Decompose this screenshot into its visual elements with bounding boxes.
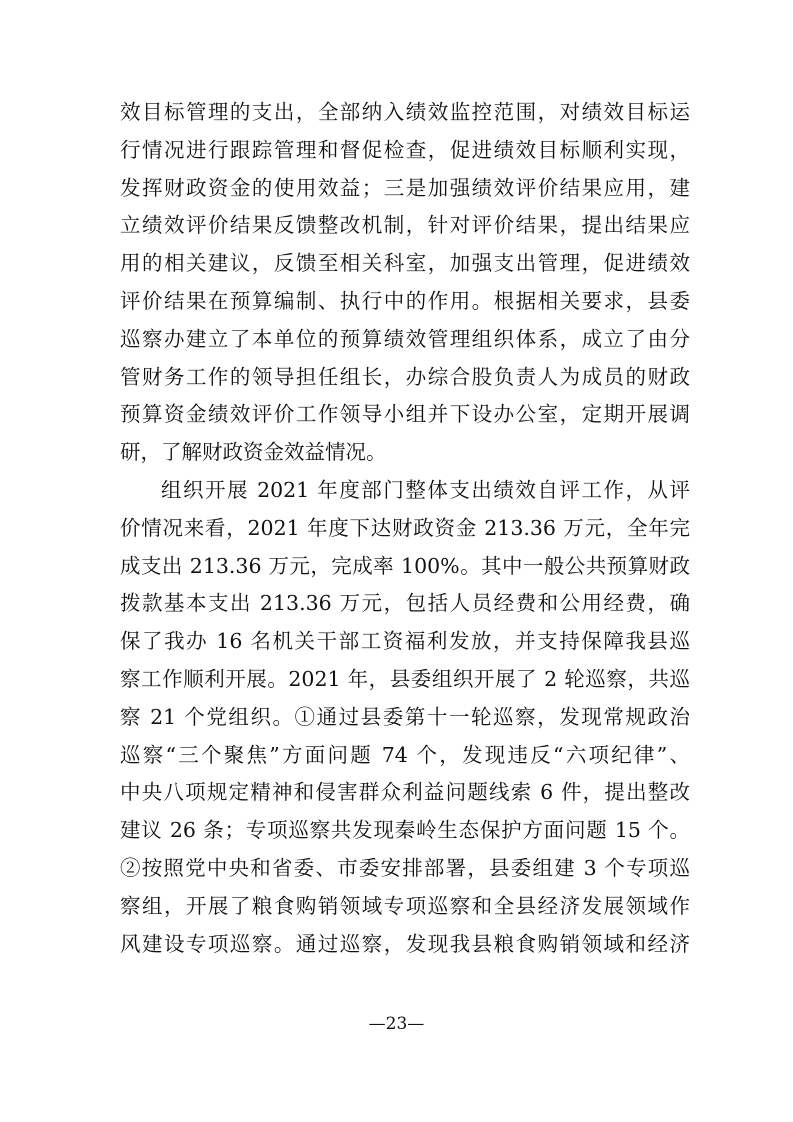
text-line: 巡察“三个聚焦”方面问题 74 个，发现违反“六项纪律”、 xyxy=(120,742,690,767)
text-line: 察组，开展了粮食购销领域专项巡察和全县经济发展领域作 xyxy=(120,893,690,918)
text-line: 巡察办建立了本单位的预算绩效管理组织体系，成立了由分 xyxy=(120,326,690,351)
text-line: 立绩效评价结果反馈整改机制，针对评价结果，提出结果应 xyxy=(120,213,690,238)
text-line: 察 21 个党组织。①通过县委第十一轮巡察，发现常规政治 xyxy=(120,704,690,729)
text-line: 保了我办 16 名机关干部工资福利发放，并支持保障我县巡 xyxy=(120,629,690,654)
text-line: 察工作顺利开展。2021 年，县委组织开展了 2 轮巡察，共巡 xyxy=(120,666,690,691)
text-line: 拨款基本支出 213.36 万元，包括人员经费和公用经费，确 xyxy=(120,591,690,616)
text-line: 成支出 213.36 万元，完成率 100%。其中一般公共预算财政 xyxy=(120,553,690,578)
text-line: 建议 26 条；专项巡察共发现秦岭生态保护方面问题 15 个。 xyxy=(120,818,690,843)
text-line: 价情况来看，2021 年度下达财政资金 213.36 万元，全年完 xyxy=(120,515,690,540)
text-line: ②按照党中央和省委、市委安排部署，县委组建 3 个专项巡 xyxy=(120,855,690,880)
text-line: 行情况进行跟踪管理和督促检查，促进绩效目标顺利实现， xyxy=(120,137,690,162)
text-line: 效目标管理的支出，全部纳入绩效监控范围，对绩效目标运 xyxy=(120,100,690,124)
body-text xyxy=(120,94,690,963)
text-line: 发挥财政资金的使用效益；三是加强绩效评价结果应用，建 xyxy=(120,175,690,200)
text-line: 组织开展 2021 年度部门整体支出绩效自评工作，从评 xyxy=(161,477,690,502)
text-line: 用的相关建议，反馈至相关科室，加强支出管理，促进绩效 xyxy=(120,251,690,276)
text-line: 管财务工作的领导担任组长，办综合股负责人为成员的财政 xyxy=(120,364,690,389)
text-line: 预算资金绩效评价工作领导小组并下设办公室，定期开展调 xyxy=(120,402,690,427)
text-line: 风建设专项巡察。通过巡察，发现我县粮食购销领域和经济 xyxy=(120,931,690,956)
paragraph-2 xyxy=(120,472,690,963)
paragraph-1 xyxy=(120,94,690,472)
text-line: 中央八项规定精神和侵害群众利益问题线索 6 件，提出整改 xyxy=(120,780,690,805)
text-line: 研，了解财政资金效益情况。 xyxy=(120,440,387,465)
text-line: 评价结果在预算编制、执行中的作用。根据相关要求，县委 xyxy=(120,288,690,313)
page-number: —23— xyxy=(368,1014,425,1034)
